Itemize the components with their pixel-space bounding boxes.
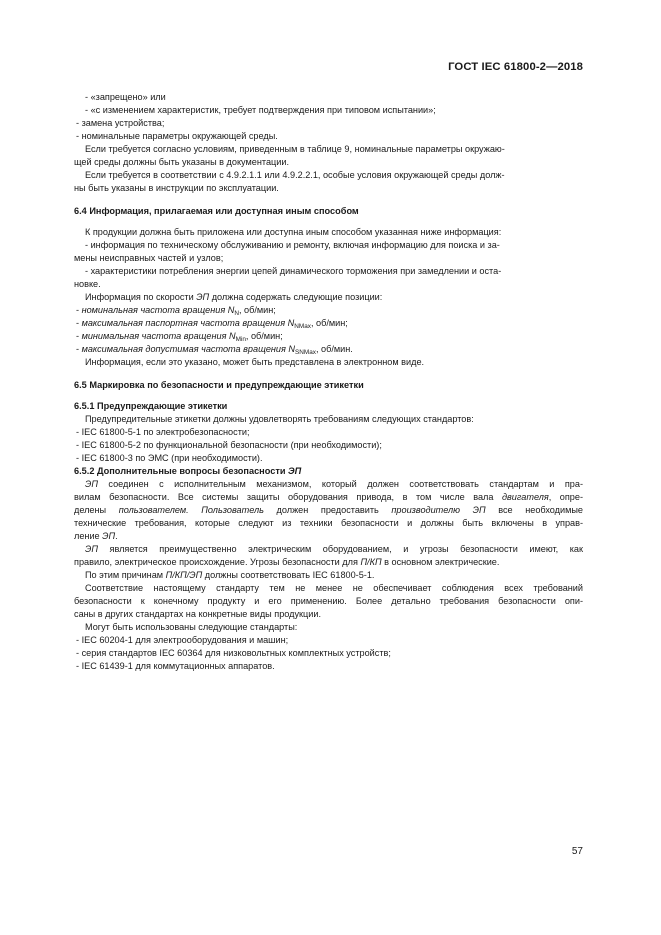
list-item <box>74 317 583 330</box>
term: максимальная паспортная частота вращения N <box>81 318 295 328</box>
text-run: вилам безопасности. Все системы защиты оборудования привода, в том числе вала <box>74 492 502 502</box>
paragraph-line: Могут быть использованы следующие стандарты: <box>85 622 298 632</box>
term: максимальная допустимая частота вращения N <box>81 344 296 354</box>
paragraph-line <box>74 478 583 491</box>
list-item: - номинальные параметры окружающей среды. <box>76 131 278 141</box>
text-run: должны соответствовать IEC 61800-5-1. <box>202 570 375 580</box>
text-run: , опре- <box>548 492 583 502</box>
paragraph-line: Информация, если это указано, может быть представлена в электронном виде. <box>85 357 425 367</box>
document-code-header: ГОСТ IEC 61800-2—2018 <box>448 61 583 73</box>
list-item: - IEC 60204-1 для электрооборудования и машин; <box>76 635 289 645</box>
text-run: правило, электрическое происхождение. Угрозы безопасности для <box>74 557 361 567</box>
text-run: должен предоставить <box>263 505 392 515</box>
paragraph-line: технические требования, которые следуют из техники безопасности и должны быть включены в управ- <box>74 518 583 528</box>
list-item <box>74 330 583 343</box>
text-run: , об/мин; <box>238 305 276 315</box>
abbr-ep: ЭП <box>288 466 302 476</box>
paragraph-line <box>74 491 583 504</box>
list-item: - IEC 61800-3 по ЭМС (при необходимости). <box>76 453 263 463</box>
subscript: NMax <box>294 323 311 330</box>
list-item: - «с изменением характеристик, требует подтверждения при типовом испытании»; <box>85 105 436 115</box>
page-number: 57 <box>571 846 583 857</box>
text-run: должна содержать следующие позиции: <box>209 292 383 302</box>
paragraph-line <box>74 530 583 543</box>
list-item: - серия стандартов IEC 60364 для низковольтных комплектных устройств; <box>76 648 391 658</box>
abbr-ep: ЭП <box>85 479 98 489</box>
list-item: - IEC 61800-5-1 по электробезопасности; <box>76 427 250 437</box>
paragraph-line: щей среды должны быть указаны в документации. <box>74 157 290 167</box>
paragraph-line <box>74 543 583 556</box>
text-run: в основном электрические. <box>381 557 500 567</box>
bullet: - <box>76 318 82 328</box>
term: минимальная частота вращения N <box>81 331 236 341</box>
list-item <box>74 343 583 356</box>
bullet: - <box>76 331 82 341</box>
section-heading-6-4: 6.4 Информация, прилагаемая или доступная иным способом <box>74 206 359 216</box>
paragraph-line <box>74 291 583 304</box>
term: производителю ЭП <box>391 505 486 515</box>
paragraph-line: саны в других стандартах на конкретные виды продукции. <box>74 609 321 619</box>
bullet: - <box>76 344 82 354</box>
paragraph-line <box>74 504 583 517</box>
paragraph-line: ны быть указаны в инструкции по эксплуатации. <box>74 183 279 193</box>
subscript: N <box>234 310 239 317</box>
abbr-ep: ЭП <box>102 531 116 541</box>
spacer <box>74 392 583 400</box>
text-run: делены <box>74 505 119 515</box>
list-item <box>74 304 583 317</box>
text-run: По этим причинам <box>85 570 166 580</box>
section-heading-6-5: 6.5 Маркировка по безопасности и предупреждающие этикетки <box>74 380 364 390</box>
list-item: - характеристики потребления энергии цепей динамического торможения при замедлении и оста- <box>85 266 502 276</box>
subsection-heading-6-5-2 <box>74 465 583 478</box>
list-item: - «запрещено» или <box>85 92 166 102</box>
spacer <box>74 369 583 379</box>
abbr-ep: ЭП <box>196 292 210 302</box>
paragraph-line: К продукции должна быть приложена или доступна иным способом указанная ниже информация: <box>85 227 502 237</box>
abbr-ep: ЭП <box>85 544 98 554</box>
text-run: Информация по скорости <box>85 292 197 302</box>
term: двигателя <box>501 492 549 502</box>
paragraph-line <box>74 569 583 582</box>
list-item: - замена устройства; <box>76 118 165 128</box>
subsection-heading-6-5-1: 6.5.1 Предупреждающие этикетки <box>74 401 228 411</box>
paragraph-line: мены неисправных частей и узлов; <box>74 253 224 263</box>
abbr-pkp-ep: П/КП/ЭП <box>165 570 203 580</box>
list-item: - IEC 61439-1 для коммутационных аппаратов. <box>76 661 275 671</box>
paragraph-line: новке. <box>74 279 101 289</box>
text-run: , об/мин; <box>245 331 283 341</box>
paragraph-line <box>74 556 583 569</box>
list-item: - IEC 61800-5-2 по функциональной безопасности (при необходимости); <box>76 440 382 450</box>
subscript: Min <box>235 336 246 343</box>
page-content <box>74 91 583 673</box>
paragraph-line: Предупредительные этикетки должны удовлетворять требованиям следующих стандартов: <box>85 414 474 424</box>
text-run: соединен с исполнительным механизмом, который должен соответствовать стандартам и пра- <box>97 479 583 489</box>
heading-text: 6.5.2 Дополнительные вопросы безопасности <box>74 466 289 476</box>
text-run: является преимущественно электрическим оборудованием, и угрозы безопасности имеют, как <box>97 544 583 554</box>
paragraph-line: Соответствие настоящему стандарту тем не менее не обеспечивает соблюдения всех требований <box>85 583 583 593</box>
term: пользователем. Пользователь <box>118 505 264 515</box>
bullet: - <box>76 305 82 315</box>
spacer <box>74 195 583 205</box>
paragraph-line: Если требуется в соответствии с 4.9.2.1.1 или 4.9.2.2.1, особые условия окружающей среды долж- <box>85 170 505 180</box>
text-run: все необходимые <box>485 505 583 515</box>
term: номинальная частота вращения N <box>81 305 235 315</box>
list-item: - информация по техническому обслуживанию и ремонту, включая информацию для поиска и за- <box>85 240 500 250</box>
spacer <box>74 218 583 226</box>
paragraph-line: безопасности к конечному продукту и его применению. Более детально требования безопасности опи- <box>74 596 583 606</box>
text-run: . <box>115 531 118 541</box>
abbr-pkp: П/КП <box>360 557 382 567</box>
text-run: , об/мин. <box>315 344 353 354</box>
paragraph-line: Если требуется согласно условиям, приведенным в таблице 9, номинальные параметры окружаю- <box>85 144 505 154</box>
text-run: , об/мин; <box>310 318 348 328</box>
subscript: SNMax <box>295 349 316 356</box>
text-run: ление <box>74 531 103 541</box>
